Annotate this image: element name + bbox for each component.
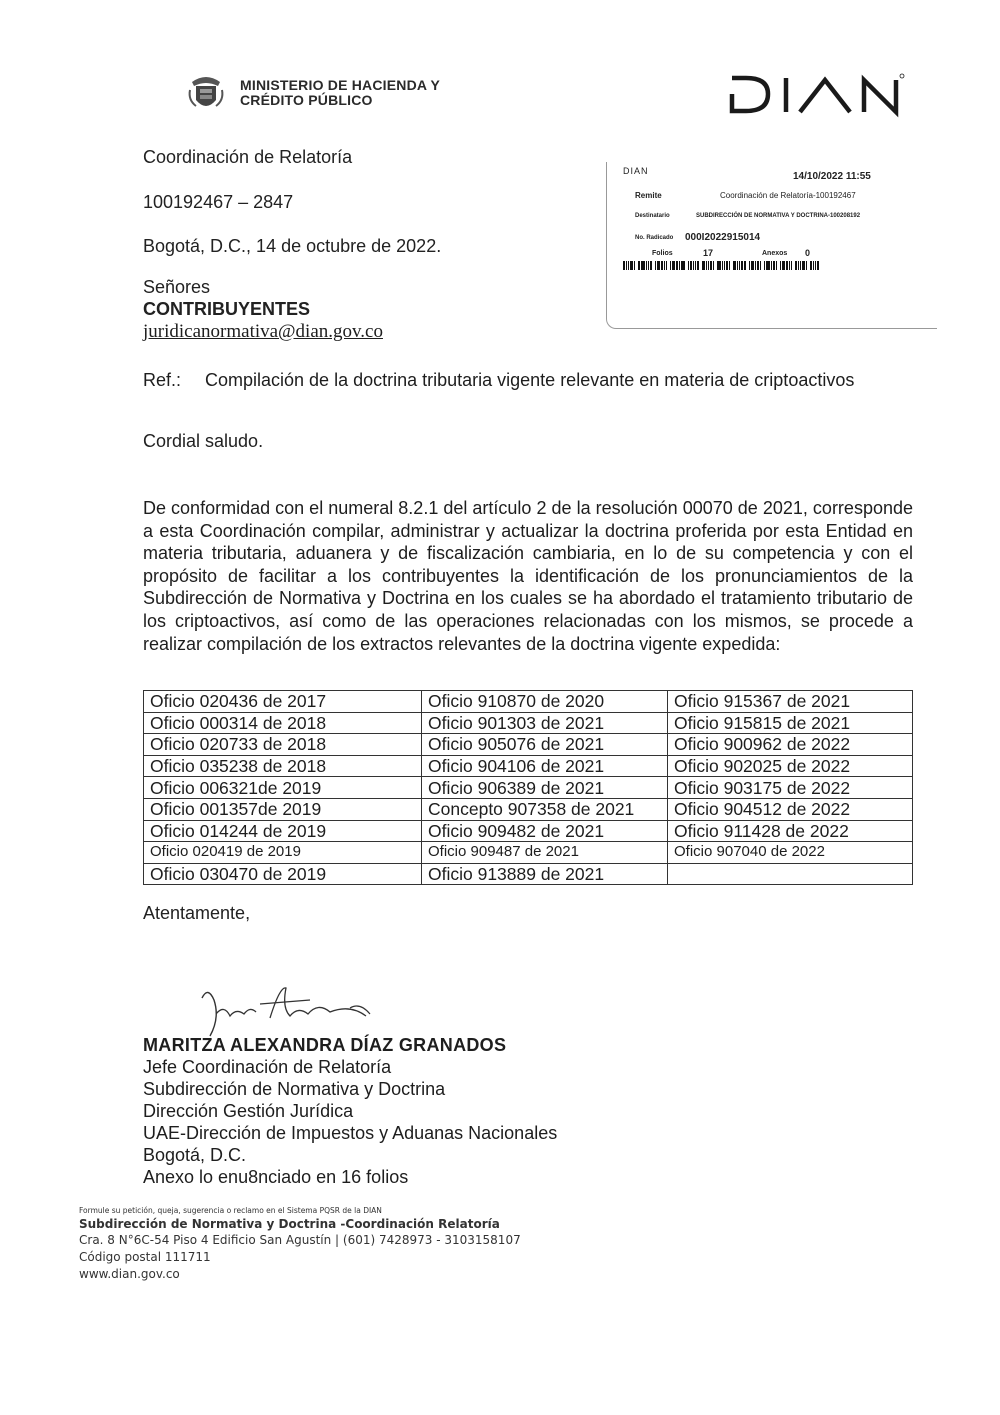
table-row (144, 755, 913, 777)
barcode-bar (773, 261, 775, 270)
barcode-bar (666, 261, 667, 270)
stamp-datetime: 14/10/2022 11:55 (793, 171, 871, 182)
table-cell: Oficio 904512 de 2022 (668, 798, 913, 820)
coat-of-arms-icon (186, 72, 226, 114)
barcode-bar (681, 261, 685, 270)
barcode-bar (650, 261, 652, 270)
barcode-bar (780, 261, 781, 270)
barcode-bar (751, 261, 754, 270)
barcode-bar (817, 261, 819, 270)
footer-web-link[interactable]: www.dian.gov.co (79, 1267, 180, 1281)
table-row (144, 842, 913, 864)
barcode-bar (757, 261, 759, 270)
table-cell: Oficio 014244 de 2019 (144, 820, 422, 842)
handwritten-signature (190, 978, 380, 1040)
barcode-bar (739, 261, 740, 270)
stamp-anexos-value: 0 (805, 248, 811, 258)
table-row (144, 820, 913, 842)
barcode-bar (630, 261, 633, 270)
table-cell: Oficio 902025 de 2022 (668, 755, 913, 777)
barcode-bar (800, 261, 801, 270)
barcode-bar (760, 261, 761, 270)
table-cell: Oficio 907040 de 2022 (668, 842, 913, 864)
footer-pqsr: Formule su petición, queja, sugerencia o reclamo en el Sistema PQSR de la DIAN (79, 1206, 382, 1215)
signatory-line: UAE-Dirección de Impuestos y Aduanas Nacionales (143, 1123, 558, 1143)
sender-number: 100192467 – 2847 (143, 192, 294, 212)
table-cell: Oficio 020419 de 2019 (144, 842, 422, 864)
barcode-bar (670, 261, 671, 270)
table-cell: Oficio 020436 de 2017 (144, 691, 422, 713)
table-cell: Oficio 006321de 2019 (144, 777, 422, 799)
signatory-line: Bogotá, D.C. (143, 1145, 247, 1165)
table-cell: Oficio 035238 de 2018 (144, 755, 422, 777)
table-cell: Oficio 910870 de 2020 (422, 691, 668, 713)
reference-label: Ref.: (143, 370, 182, 390)
sender-coordination: Coordinación de Relatoría (143, 147, 353, 167)
salutation: Cordial saludo. (143, 431, 264, 451)
filing-stamp (606, 162, 937, 329)
footer (79, 1205, 521, 1283)
barcode-bar (717, 261, 721, 270)
barcode-bar (713, 261, 714, 270)
table-cell: Oficio 915815 de 2021 (668, 712, 913, 734)
table-cell: Concepto 907358 de 2021 (422, 798, 668, 820)
signatory-line: Anexo lo enu8nciado en 16 folios (143, 1167, 409, 1187)
barcode-bar (776, 261, 777, 270)
recipient-name: CONTRIBUYENTES (143, 299, 311, 319)
ministry-name-line1: MINISTERIO DE HACIENDA Y (240, 77, 441, 93)
signatory-details (143, 1056, 557, 1188)
barcode-bar (806, 261, 807, 270)
barcode-bar (755, 261, 756, 270)
barcode-bar (786, 261, 788, 270)
barcode-bar (688, 261, 689, 270)
stamp-radicado-value: 000I2022915014 (685, 232, 761, 243)
barcode-bar (641, 261, 645, 270)
table-cell: Oficio 905076 de 2021 (422, 734, 668, 756)
barcode-bar (729, 261, 730, 270)
barcode-bar (813, 261, 814, 270)
table-row (144, 777, 913, 799)
signatory-line: Subdirección de Normativa y Doctrina (143, 1079, 446, 1099)
barcode-bar (724, 261, 725, 270)
barcode-bar (733, 261, 736, 270)
barcode-bar (702, 261, 705, 270)
table-cell: Oficio 020733 de 2018 (144, 734, 422, 756)
barcode-bar (623, 261, 625, 270)
table-cell: Oficio 000314 de 2018 (144, 712, 422, 734)
barcode-bar (690, 261, 692, 270)
table-cell: Oficio 915367 de 2021 (668, 691, 913, 713)
barcode-bar (791, 261, 792, 270)
barcode-bar (789, 261, 790, 270)
dian-logo (726, 72, 906, 118)
barcode-bar (744, 261, 746, 270)
table-cell: Oficio 906389 de 2021 (422, 777, 668, 799)
stamp-barcode (623, 261, 885, 270)
barcode-bar (679, 261, 680, 270)
barcode-bar (764, 261, 765, 270)
barcode-bar (634, 261, 635, 270)
recipient-greeting: Señores (143, 277, 211, 297)
barcode-bar (672, 261, 675, 270)
barcode-bar (741, 261, 743, 270)
barcode-bar (737, 261, 738, 270)
table-row (144, 734, 913, 756)
signatory-line: Jefe Coordinación de Relatoría (143, 1057, 392, 1077)
table-row (144, 798, 913, 820)
footer-office: Subdirección de Normativa y Doctrina -Coordinación Relatoría (79, 1217, 500, 1231)
barcode-bar (771, 261, 772, 270)
stamp-radicado-label: No. Radicado (635, 235, 674, 241)
barcode-bar (626, 261, 627, 270)
closing: Atentamente, (143, 903, 251, 923)
barcode-bar (693, 261, 694, 270)
barcode-bar (638, 261, 640, 270)
barcode-bar (664, 261, 665, 270)
barcode-bar (749, 261, 750, 270)
table-cell: Oficio 913889 de 2021 (422, 863, 668, 885)
table-cell: Oficio 001357de 2019 (144, 798, 422, 820)
table-row (144, 712, 913, 734)
barcode-bar (798, 261, 799, 270)
stamp-folios-value: 17 (703, 248, 714, 258)
barcode-bar (795, 261, 797, 270)
stamp-folios-label: Folios (652, 250, 673, 257)
barcode-bar (655, 261, 656, 270)
barcode-bar (710, 261, 712, 270)
barcode-bar (726, 261, 728, 270)
body-paragraph-text: De conformidad con el numeral 8.2.1 del artículo 2 de la resolución 00070 de 2021, corresponde a esta Coordinación compilar, administrar y actualizar la doctrina proferida por esta Entidad en materia tributaria, aduanera y de fiscalización cambiaria, en lo de su competencia y con el propósito de facilitar a los contribuyentes la identificación de los pronunciamientos de la Subdirección de Normativa y Doctrina en los cuales se ha abordado el tratamiento tributario de los criptoactivos, así como de las operaciones relacionadas con los mismos, se procede a realizar compilación de los extractos relevantes de la doctrina vigente expedida: (143, 498, 913, 654)
barcode-bar (766, 261, 770, 270)
city-date: Bogotá, D.C., 14 de octubre de 2022. (143, 236, 442, 256)
signatory-name: MARITZA ALEXANDRA DÍAZ GRANADOS (143, 1035, 507, 1055)
table-cell: Oficio 903175 de 2022 (668, 777, 913, 799)
barcode-bar (628, 261, 629, 270)
barcode-bar (676, 261, 678, 270)
table-cell: Oficio 909487 de 2021 (422, 842, 668, 864)
stamp-anexos-label: Anexos (762, 250, 788, 257)
body-paragraph (143, 497, 913, 655)
recipient-email[interactable]: juridicanormativa@dian.gov.co (143, 321, 383, 342)
barcode-bar (697, 261, 699, 270)
oficios-table (143, 690, 913, 885)
stamp-remite-value: Coordinación de Relatoría-100192467 (720, 191, 856, 200)
barcode-bar (722, 261, 723, 270)
barcode-bar (648, 261, 649, 270)
barcode-bar (802, 261, 805, 270)
ministry-name (240, 78, 440, 108)
barcode-bar (706, 261, 707, 270)
barcode-bar (810, 261, 812, 270)
stamp-destinatario-label: Destinatario (635, 213, 670, 219)
table-row (144, 863, 913, 885)
ministry-name-line2: CRÉDITO PÚBLICO (240, 92, 373, 108)
table-cell: Oficio 901303 de 2021 (422, 712, 668, 734)
stamp-remite-label: Remite (635, 191, 662, 200)
footer-postal: Código postal 111711 (79, 1250, 211, 1264)
barcode-bar (657, 261, 660, 270)
table-cell: Oficio 904106 de 2021 (422, 755, 668, 777)
table-cell: Oficio 911428 de 2022 (668, 820, 913, 842)
reference-text: Compilación de la doctrina tributaria vigente relevante en materia de criptoactivos (205, 370, 855, 390)
ministry-header (186, 72, 440, 114)
signatory-line: Dirección Gestión Jurídica (143, 1101, 354, 1121)
footer-address: Cra. 8 N°6C-54 Piso 4 Edificio San Agustín | (601) 7428973 - 3103158107 (79, 1233, 521, 1247)
barcode-bar (661, 261, 663, 270)
stamp-destinatario-value: SUBDIRECCIÓN DE NORMATIVA Y DOCTRINA-100208192 (696, 213, 861, 219)
stamp-logo: DIAN (623, 166, 649, 176)
table-cell (668, 863, 913, 885)
barcode-bar (782, 261, 785, 270)
table-cell: Oficio 900962 de 2022 (668, 734, 913, 756)
barcode-bar (695, 261, 696, 270)
barcode-bar (815, 261, 816, 270)
table-cell: Oficio 909482 de 2021 (422, 820, 668, 842)
table-cell: Oficio 030470 de 2019 (144, 863, 422, 885)
reference (143, 370, 854, 391)
barcode-bar (646, 261, 647, 270)
barcode-bar (708, 261, 709, 270)
table-row (144, 691, 913, 713)
